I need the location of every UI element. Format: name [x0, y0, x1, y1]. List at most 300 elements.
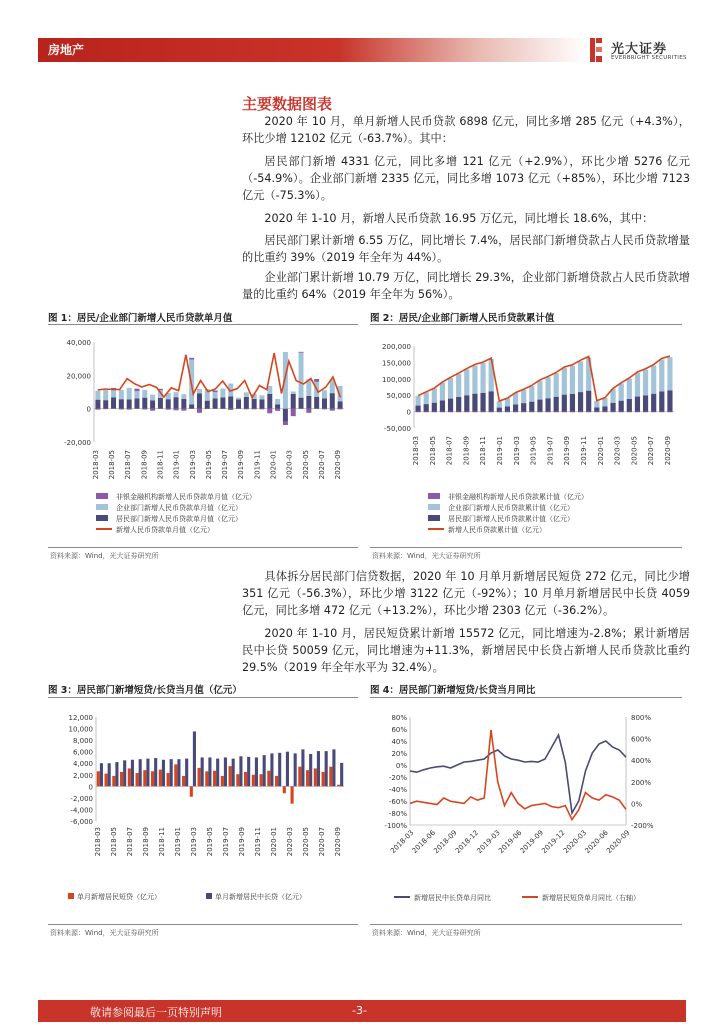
chart3-bar-short	[221, 776, 224, 786]
chart2-xtick-label: 2018-07	[445, 436, 454, 466]
chart3-bar-long	[301, 749, 304, 786]
chart1-bar-household	[197, 394, 202, 409]
chart1-bar-nonbank	[299, 352, 304, 353]
chart2-xtick-label: 2018-11	[479, 436, 488, 466]
chart1-bar-nonbank	[181, 409, 186, 411]
chart2-bar-household	[562, 395, 567, 412]
chart1-bar-nonbank	[338, 409, 343, 410]
chart2-bar-corporate	[472, 365, 477, 393]
paragraph-6: 具体拆分居民部门信贷数据，2020 年 10 月单月新增居民短贷 272 亿元，同比少增 351 亿元（-56.3%），环比少增 3122 亿元（-92%）；10 月单月新增居民中长贷 4059 亿元，同比多增 472 亿元（+13.2%），环比少增 2303 亿元（-36.2%）。	[242, 570, 690, 617]
brand-subtitle: EVERBRIGHT SECURITIES	[611, 55, 687, 61]
chart1-xtick-label: 2018-03	[91, 450, 100, 480]
chart2-ytick-label: 50,000	[386, 392, 411, 401]
chart3-bar-long	[193, 731, 196, 786]
fig4-chart	[366, 703, 684, 921]
chart1-bar-household	[330, 393, 335, 409]
chart2-xtick-label: 2020-01	[596, 436, 605, 466]
page-number: -3-	[352, 1004, 367, 1017]
chart3-bar-short	[244, 772, 247, 786]
chart2-xtick-label: 2018-03	[412, 436, 421, 466]
chart3-ytick-label: 6,000	[72, 748, 93, 757]
chart3-bar-short	[291, 786, 294, 803]
chart4-ytick-label: 80%	[391, 714, 407, 722]
chart3-bar-long	[115, 762, 118, 786]
chart1-bar-nonbank	[95, 409, 100, 410]
chart2-xtick-label: 2019-05	[529, 436, 538, 466]
chart4-xtick-label: 2018-03	[389, 828, 416, 856]
chart1-bar-corporate	[150, 395, 155, 401]
chart3-ytick-label: 8,000	[72, 737, 93, 746]
chart2-ytick-label: 150,000	[382, 359, 411, 368]
chart1-ytick-label: -20,000	[63, 439, 91, 447]
chart3-bar-long	[247, 757, 250, 786]
chart3-bar-long	[139, 759, 142, 786]
chart1-bar-corporate	[181, 394, 186, 399]
chart1-bar-corporate	[236, 398, 241, 400]
chart2-bar-household	[651, 394, 656, 412]
chart1-bar-household	[252, 399, 257, 409]
chart1-bar-corporate	[299, 353, 304, 398]
chart3-bar-short	[306, 770, 309, 786]
chart1-bar-nonbank	[174, 409, 179, 411]
chart1-bar-corporate	[197, 389, 202, 394]
chart3-bar-short	[174, 764, 177, 786]
chart1-bar-household	[111, 397, 116, 408]
chart1-bar-household	[127, 400, 132, 409]
chart3-bar-long	[154, 758, 157, 786]
chart2-bar-corporate	[627, 379, 632, 399]
paragraph-4: 居民部门累计新增 6.55 万亿，同比增长 7.4%，居民部门新增贷款占人民币贷款增量的比重约 39%（2019 年全年为 44%）。	[242, 234, 690, 264]
chart2-xtick-label: 2020-05	[630, 436, 639, 466]
chart1-bar-corporate	[244, 392, 249, 397]
chart1-bar-nonbank	[267, 409, 272, 414]
chart4-ytick-label: -80%	[388, 810, 407, 818]
chart3-bar-short	[167, 773, 170, 786]
chart2-bar-nonbank	[610, 412, 615, 413]
chart3-xtick-label: 2019-01	[173, 827, 182, 857]
chart4-ytick-label: 20%	[391, 750, 407, 758]
chart1-bar-nonbank	[322, 409, 327, 410]
chart1-legend-swatch	[96, 515, 108, 521]
chart2-bar-nonbank	[497, 412, 502, 413]
chart3-bar-short	[260, 774, 263, 786]
chart1-bar-household	[142, 398, 147, 409]
chart3-xtick-label: 2019-09	[238, 827, 247, 857]
chart2-bar-nonbank	[554, 412, 559, 413]
chart1-bar-household	[166, 399, 171, 409]
chart3-xtick-label: 2019-07	[222, 827, 231, 857]
chart3-ytick-label: -2,000	[70, 794, 93, 803]
chart3-xtick-label: 2020-09	[334, 827, 343, 857]
chart3-bar-short	[205, 771, 208, 786]
chart2-bar-nonbank	[480, 412, 485, 413]
chart3-bar-long	[325, 751, 328, 786]
chart2-bar-nonbank	[456, 412, 461, 413]
fig3-rule	[48, 697, 358, 698]
chart2-bar-corporate	[521, 390, 526, 403]
chart1-bar-nonbank	[306, 409, 311, 413]
chart2-bar-nonbank	[667, 412, 672, 413]
chart2-bar-corporate	[480, 363, 485, 393]
chart3-bar-short	[229, 766, 232, 786]
chart3-bar-long	[294, 753, 297, 786]
chart3-bar-short	[112, 776, 115, 786]
chart3-bar-short	[97, 771, 100, 786]
chart2-bar-corporate	[554, 373, 559, 396]
chart2-bar-nonbank	[529, 412, 534, 413]
chart3-xtick-label: 2019-03	[189, 827, 198, 857]
chart1-xtick-label: 2020-09	[334, 450, 343, 480]
chart3-bar-long	[146, 759, 149, 787]
chart3-ytick-label: 2,000	[72, 771, 93, 780]
chart2-xtick-label: 2019-11	[579, 436, 588, 466]
chart1-bar-household	[299, 398, 304, 409]
paragraph-1: 2020 年 10 月，单月新增人民币贷款 6898 亿元，同比多增 285 亿元（+4.3%），环比少增 12102 亿元（-63.7%）。其中：	[242, 115, 690, 145]
chart3-ytick-label: 10,000	[68, 725, 93, 734]
chart2-bar-corporate	[602, 398, 607, 406]
fig2-rule-bottom	[370, 547, 682, 548]
chart3-bar-long	[131, 760, 134, 787]
chart1-bar-household	[205, 401, 210, 409]
chart1-bar-household	[119, 399, 124, 409]
chart1-xtick-label: 2018-05	[108, 450, 117, 480]
chart2-bar-corporate	[545, 377, 550, 398]
chart3-bar-short	[314, 768, 317, 786]
chart1-bar-corporate	[259, 395, 264, 399]
chart2-bar-household	[602, 406, 607, 411]
chart3-legend-swatch	[68, 893, 74, 899]
chart1-bar-nonbank	[259, 409, 264, 410]
chart3-bar-long	[340, 763, 343, 786]
chart1-bar-nonbank	[127, 409, 132, 410]
fig1-source: 资料来源：Wind，光大证券研究所	[50, 552, 159, 560]
chart2-bar-household	[529, 402, 534, 412]
chart2-legend-label: 非银金融机构新增人民币贷款累计值（亿元）	[448, 493, 588, 501]
chart1-bar-household	[267, 394, 272, 409]
chart2-bar-household	[480, 393, 485, 412]
chart1-bar-corporate	[95, 391, 100, 400]
chart2-bar-household	[545, 398, 550, 411]
chart4-line-shortterm	[410, 730, 626, 820]
chart2-bar-nonbank	[586, 412, 591, 413]
chart2-bar-corporate	[448, 378, 453, 399]
chart2-bar-household	[505, 406, 510, 411]
chart1-xtick-label: 2020-05	[301, 450, 310, 480]
chart3-bar-long	[224, 757, 227, 786]
chart1-xtick-label: 2019-07	[221, 450, 230, 480]
fig3-rule-bottom	[48, 924, 358, 925]
chart2-bar-nonbank	[635, 412, 640, 413]
chart1-legend-label: 企业部门新增人民币贷款单月值（亿元）	[116, 504, 242, 512]
chart1-legend-label: 非银金融机构新增人民币贷款单月值（亿元）	[116, 493, 256, 501]
chart4-ytick-right-label: 800%	[631, 714, 652, 722]
chart1-ytick-label: 0	[86, 405, 91, 414]
chart2-bar-corporate	[578, 361, 583, 392]
chart2-bar-household	[667, 390, 672, 411]
chart1-bar-household	[291, 394, 296, 409]
chart1-bar-corporate	[134, 391, 139, 398]
chart1-bar-household	[275, 404, 280, 408]
chart1-bar-household	[306, 396, 311, 409]
chart3-bar-short	[182, 776, 185, 786]
chart1-bar-nonbank	[244, 409, 249, 410]
chart2-bar-household	[619, 401, 624, 412]
chart3-bar-short	[298, 767, 301, 787]
chart2-bar-household	[627, 399, 632, 412]
fig4-title: 图 4：居民部门新增短贷/长贷当月同比	[370, 685, 536, 696]
chart2-bar-nonbank	[562, 412, 567, 413]
chart2-bar-corporate	[594, 401, 599, 408]
fig3-chart	[44, 703, 360, 921]
chart3-legend-label: 单月新增居民短贷（亿元）	[77, 893, 161, 901]
chart1-bar-corporate	[291, 392, 296, 395]
paragraph-5: 企业部门累计新增 10.79 万亿，同比增长 29.3%，企业部门新增贷款占人民币贷款增量的比重约 64%（2019 年全年为 56%）。	[242, 271, 690, 301]
chart2-xtick-label: 2018-09	[462, 436, 471, 466]
chart2-bar-nonbank	[578, 412, 583, 413]
chart4-ytick-label: 40%	[391, 738, 407, 746]
chart2-legend-label: 企业部门新增人民币贷款累计值（亿元）	[448, 504, 574, 512]
chart3-xtick-label: 2018-11	[157, 827, 166, 857]
chart3-xtick-label: 2019-11	[254, 827, 263, 857]
chart2-bar-corporate	[456, 374, 461, 397]
chart1-bar-nonbank	[197, 409, 202, 413]
chart2-bar-household	[610, 403, 615, 412]
chart1-bar-nonbank	[252, 409, 257, 410]
chart1-bar-corporate	[119, 390, 124, 399]
chart1-total-line	[98, 353, 341, 398]
chart4-ytick-label: -40%	[388, 786, 407, 794]
chart3-bar-long	[239, 756, 242, 786]
chart2-bar-household	[586, 391, 591, 412]
chart1-xtick-label: 2020-03	[285, 450, 294, 480]
paragraph-3: 2020 年 1-10 月，新增人民币贷款 16.95 万亿元，同比增长 18.6%，其中：	[264, 212, 654, 225]
chart2-bar-household	[578, 392, 583, 412]
chart1-legend-swatch	[96, 504, 108, 510]
chart3-bar-short	[143, 770, 146, 786]
chart3-bar-short	[322, 772, 325, 786]
chart1-bar-corporate	[213, 392, 218, 398]
chart1-bar-corporate	[174, 392, 179, 397]
chart1-legend-swatch	[96, 493, 108, 499]
chart2-legend-label: 新增人民币贷款累计值（亿元）	[448, 526, 546, 534]
chart3-xtick-label: 2019-05	[205, 827, 214, 857]
chart2-xtick-label: 2019-07	[546, 436, 555, 466]
chart1-bar-nonbank	[134, 389, 139, 392]
chart1-bar-household	[181, 399, 186, 409]
chart2-bar-household	[489, 391, 494, 411]
chart1-bar-household	[158, 398, 163, 409]
chart3-bar-short	[136, 773, 139, 786]
chart2-bar-household	[554, 397, 559, 412]
chart3-bar-long	[177, 759, 180, 786]
chart1-bar-household	[189, 405, 194, 409]
chart4-ytick-right-label: -200%	[631, 822, 654, 830]
chart3-ytick-label: -4,000	[70, 806, 93, 815]
chart1-ytick-label: 20,000	[66, 372, 91, 381]
chart2-bar-household	[570, 394, 575, 412]
chart2-bar-nonbank	[448, 412, 453, 413]
chart3-bar-long	[309, 754, 312, 786]
chart3-bar-short	[128, 768, 131, 786]
chart2-bar-corporate	[651, 366, 656, 394]
chart1-xtick-label: 2018-11	[156, 450, 165, 480]
chart2-bar-household	[659, 391, 664, 411]
chart2-bar-corporate	[415, 396, 420, 406]
chart2-bar-household	[643, 395, 648, 411]
chart1-bar-household	[338, 402, 343, 409]
chart1-bar-household	[314, 397, 319, 409]
chart1-xtick-label: 2019-03	[188, 450, 197, 480]
chart3-bar-long	[263, 755, 266, 786]
chart2-xtick-label: 2019-01	[496, 436, 505, 466]
chart1-bar-nonbank	[275, 409, 280, 411]
chart1-bar-nonbank	[150, 409, 155, 411]
chart1-bar-household	[213, 399, 218, 409]
chart3-bar-long	[255, 757, 258, 786]
chart2-bar-nonbank	[537, 412, 542, 413]
chart2-bar-nonbank	[602, 412, 607, 413]
chart4-xtick-label: 2018-06	[410, 828, 438, 856]
fig3-source: 资料来源：Wind，光大证券研究所	[50, 929, 159, 937]
chart2-bar-nonbank	[619, 412, 624, 413]
chart1-xtick-label: 2019-05	[204, 450, 213, 480]
chart3-bar-long	[201, 757, 204, 786]
chart2-bar-corporate	[424, 392, 429, 404]
chart2-bar-household	[513, 404, 518, 411]
chart1-bar-nonbank	[189, 358, 194, 360]
chart1-ytick-label: 40,000	[66, 339, 91, 347]
chart1-bar-corporate	[142, 390, 147, 398]
fig3-title: 图 3：居民部门新增短贷/长贷当月值（亿元）	[48, 685, 242, 696]
chart3-xtick-label: 2020-01	[270, 827, 279, 857]
chart1-xtick-label: 2018-09	[140, 450, 149, 480]
chart2-total-line	[418, 356, 670, 401]
chart2-ytick-label: 0	[406, 408, 411, 417]
chart2-bar-household	[415, 406, 420, 412]
chart2-bar-nonbank	[570, 412, 575, 413]
chart2-bar-corporate	[643, 370, 648, 396]
chart4-ytick-right-label: 400%	[631, 757, 652, 766]
chart1-legend-label: 居民部门新增人民币贷款单月值（亿元）	[116, 515, 242, 523]
chart1-bar-corporate	[127, 388, 132, 400]
fig2-rule	[370, 324, 682, 325]
chart2-bar-corporate	[432, 389, 437, 403]
chart2-ytick-label: -50,000	[383, 425, 411, 433]
chart1-bar-household	[174, 397, 179, 409]
chart1-bar-household	[150, 400, 155, 408]
fig1-rule	[48, 324, 358, 325]
chart3-bar-short	[105, 774, 108, 787]
chart2-ytick-label: 200,000	[382, 343, 411, 351]
chart3-bar-short	[283, 786, 286, 793]
chart2-bar-nonbank	[627, 412, 632, 413]
chart2-xtick-label: 2020-03	[613, 436, 622, 466]
chart3-bar-long	[170, 759, 173, 786]
chart1-bar-household	[236, 400, 241, 409]
chart1-bar-corporate	[283, 352, 288, 409]
chart1-bar-household	[103, 400, 108, 409]
chart3-bar-long	[100, 763, 103, 786]
chart3-bar-short	[252, 775, 255, 787]
chart4-xtick-label: 2019-06	[497, 828, 524, 856]
chart2-bar-corporate	[497, 401, 502, 407]
paragraph-7: 2020 年 1-10 月，居民短贷累计新增 15572 亿元，同比增速为-2.8%；累计新增居民中长贷 50059 亿元，同比增速为+11.3%，新增居民中长贷占新增人民币贷款比重约 29.5%（2019 年全年水平为 32.4%）。	[242, 627, 690, 674]
chart2-bar-nonbank	[545, 412, 550, 413]
chart2-bar-household	[497, 408, 502, 412]
chart3-bar-long	[232, 759, 235, 787]
footer-disclaimer: 敬请参阅最后一页特别声明	[90, 1006, 222, 1019]
chart1-bar-household	[228, 396, 233, 408]
chart2-bar-nonbank	[415, 412, 420, 413]
chart2-xtick-label: 2020-07	[647, 436, 656, 466]
chart1-bar-household	[322, 399, 327, 409]
chart4-ytick-right-label: 600%	[631, 735, 652, 744]
chart2-bar-household	[594, 407, 599, 411]
chart3-bar-long	[278, 753, 281, 787]
chart4-xtick-label: 2019-12	[540, 828, 567, 856]
chart4-legend-label: 新增居民短贷单月同比（右轴）	[542, 894, 640, 902]
chart2-bar-household	[432, 403, 437, 412]
chart2-bar-corporate	[619, 383, 624, 400]
fig4-rule-bottom	[370, 924, 682, 925]
chart2-bar-nonbank	[659, 412, 664, 413]
chart2-xtick-label: 2019-03	[512, 436, 521, 466]
chart1-bar-corporate	[103, 390, 108, 400]
chart2-bar-nonbank	[472, 412, 477, 413]
chart4-xtick-label: 2020-06	[583, 828, 610, 856]
chart3-xtick-label: 2020-07	[318, 827, 327, 857]
fig4-rule	[370, 697, 682, 698]
chart3-legend-label: 单月新增居民中长贷（亿元）	[215, 893, 306, 901]
chart4-ytick-label: -20%	[388, 774, 407, 782]
chart4-ytick-right-label: 200%	[631, 778, 652, 787]
chart1-xtick-label: 2019-01	[172, 450, 181, 480]
chart4-ytick-label: -100%	[384, 822, 407, 830]
chart1-bar-household	[220, 397, 225, 408]
chart4-line-longterm	[410, 735, 626, 813]
chart3-bar-long	[162, 760, 165, 787]
chart3-bar-long	[185, 759, 188, 787]
chart3-bar-short	[151, 771, 154, 786]
chart1-bar-household	[283, 409, 288, 422]
fig2-source: 资料来源：Wind，光大证券研究所	[372, 552, 481, 560]
chart3-bar-long	[286, 752, 289, 787]
chart1-legend-label: 新增人民币贷款单月值（亿元）	[116, 526, 214, 534]
chart2-bar-nonbank	[643, 412, 648, 413]
fig2-title: 图 2：居民/企业部门新增人民币贷款累计值	[370, 313, 555, 324]
chart3-ytick-label: 0	[88, 783, 93, 792]
chart2-bar-nonbank	[464, 412, 469, 413]
brand-name: 光大证券	[611, 42, 668, 57]
chart2-bar-nonbank	[505, 412, 510, 413]
chart2-bar-household	[635, 397, 640, 412]
chart3-bar-short	[190, 786, 193, 796]
chart4-xtick-label: 2019-09	[518, 828, 546, 856]
header-bar	[38, 38, 586, 62]
paragraph-2: 居民部门新增 4331 亿元，同比多增 121 亿元（+2.9%），环比少增 5276 亿元（-54.9%）。企业部门新增 2335 亿元，同比多增 1073 亿元（+85%），环比少增 7123 亿元（-75.3%）。	[242, 155, 690, 202]
chart3-bar-short	[329, 767, 332, 787]
chart4-ytick-label: 60%	[391, 726, 407, 734]
chart4-xtick-label: 2018-09	[432, 828, 459, 856]
fig1-title: 图 1：居民/企业部门新增人民币贷款单月值	[48, 313, 233, 324]
chart3-ytick-label: -6,000	[70, 818, 93, 826]
chart1-bar-nonbank	[330, 409, 335, 411]
chart2-bar-corporate	[537, 381, 542, 400]
chart4-xtick-label: 2020-09	[605, 828, 632, 856]
chart2-bar-nonbank	[489, 412, 494, 413]
chart2-xtick-label: 2018-05	[428, 436, 437, 466]
chart2-bar-corporate	[464, 369, 469, 395]
